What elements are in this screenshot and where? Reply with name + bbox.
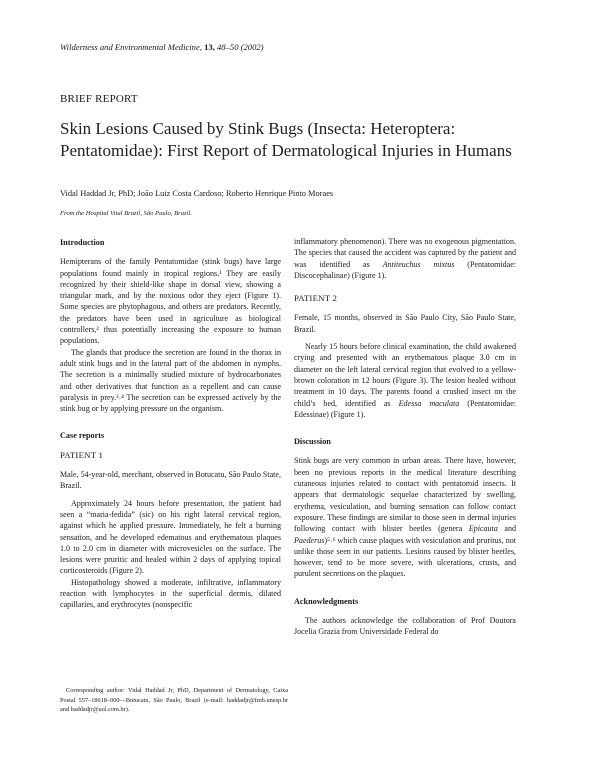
journal-volume: 13,	[204, 42, 215, 52]
discussion-and: and	[504, 524, 517, 534]
patient-1-paragraph-2: Approximately 24 hours before presentation, the patient had seen a “maria-fedida” (sic) on his right lateral cervical region, against which he applied pressure. Immediately, he felt a burning sensation, and he developed edematous and erythematous plaques 1.0 to 2.0 cm in diameter with microvesicles on the surface. The lesions were pruritic and healed within 2 days of applying topical corticosteroids (Figure 2).	[60, 498, 281, 576]
intro-paragraph-1: Hemipterans of the family Pentatomidae (stink bugs) have large populations found mainly in tropical regions.¹ They are easily recognized by their shield-like shape in dorsal view, showing a triangular mark, and by the noxious odor they eject (Figure 1). Some species are phytophagous, and others are predators. Recently, the predators have been used in agriculture as biological controllers,² thus potentially increasing the exposure to human populations.	[60, 257, 281, 346]
patient-2-paragraph-2	[294, 341, 516, 420]
acknowledgments-heading: Acknowledgments	[294, 596, 359, 606]
species-edessa: Edessa maculata	[398, 398, 460, 408]
discussion-paragraph	[294, 455, 516, 579]
section-label: BRIEF REPORT	[60, 93, 138, 105]
patient-2-heading: PATIENT 2	[294, 293, 338, 304]
article-affiliation: From the Hospital Vital Brazil, São Paulo, Brazil.	[60, 210, 192, 217]
patient-2-paragraph-1: Female, 15 months, observed in São Paulo City, São Paulo State, Brazil.	[294, 313, 516, 334]
right-column	[294, 236, 516, 638]
species-antiteuchus: Antiteuchus mixtus	[382, 259, 455, 269]
article-title: Skin Lesions Caused by Stink Bugs (Insecta: Heteroptera: Pentatomidae): First Report of Dermatological Injuries in Humans	[60, 119, 512, 160]
journal-pages: 48–50 (2002)	[217, 42, 264, 52]
article-authors: Vidal Haddad Jr, PhD; João Luiz Costa Cardoso; Roberto Henrique Pinto Moraes	[60, 189, 334, 198]
intro-paragraph-2: The glands that produce the secretion are found in the thorax in adult stink bugs and in the lateral part of the abdomen in nymphs. The secretion is a minimally studied mixture of hydrocarbonates and other derivatives that function as a repellent and can cause paralysis in prey.³˒⁴ The secretion can be expressed actively by the stink bug or by applying pressure on the organism.	[60, 347, 281, 414]
continued-text-b: (Pentatomidae: Discocephalinae) (Figure 1).	[294, 259, 516, 280]
continued-text-a: inflammatory phenomenon). There was no exogenous pigmentation. The species that caused the accident was captured by the patient and was identified as	[294, 237, 516, 269]
journal-citation	[60, 42, 264, 52]
genus-epicauta: Epicauta	[468, 524, 498, 534]
footnote-text: Corresponding author: Vidal Haddad Jr, PhD, Department of Dermatology, Caixa Postal 557–18618–000—Botucatu, São Paulo, Brazil (e-mail: haddadjr@fmb.unesp.br and haddadjr@uol.com.br).	[60, 687, 288, 714]
patient-1-heading: PATIENT 1	[60, 449, 104, 460]
journal-name: Wilderness and Environmental Medicine,	[60, 42, 202, 52]
acknowledgments-paragraph: The authors acknowledge the collaboration of Prof Doutora Jocelia Grazia from Universidade Federal do	[294, 616, 516, 637]
introduction-heading: Introduction	[60, 238, 105, 247]
case-reports-heading: Case reports	[60, 431, 105, 441]
patient-2-text-a: Nearly 15 hours before clinical examination, the child awakened crying and presented with an erythematous plaque 3.0 cm in diameter on the left lateral cervical region that evolved to a yellow-brown coloration in 12 hours (Figure 3). The lesion healed without treatment in 10 days. The parents found a crushed insect on the child’s bed, identified as	[294, 342, 516, 408]
patient-1-paragraph-1: Male, 54-year-old, merchant, observed in Botucatu, São Paulo State, Brazil.	[60, 470, 281, 491]
corresponding-author-footnote	[60, 686, 288, 715]
discussion-text-b: )⁵˒⁶ which cause plaques with vesiculation and pruritus, not unlike those seen in our patients. Lesions caused by blister beetles, however, tend to be more severe, with ulcerations, crusts, and purulent secretions on the plaques.	[294, 535, 516, 579]
genus-paederus: Paederus	[294, 535, 325, 545]
patient-2-text-b: (Pentatomidae: Edessinae) (Figure 1).	[294, 398, 516, 419]
discussion-heading: Discussion	[294, 437, 331, 447]
patient-1-paragraph-3: Histopathology showed a moderate, infiltrative, inflammatory reaction with lymphocytes in the superficial dermis, dilated capillaries, and erythrocytes (nonspecific	[60, 577, 281, 610]
discussion-text-a: Stink bugs are very common in urban areas. There have, however, been no previous reports in the medical literature describing cutaneous injuries related to contact with pentatomid insects. It appears that dermatologic sequelae characterized by swelling, erythema, vesiculation, and burning sensation can follow contact exposure. These findings are similar to those seen in dermal injuries following contact with blister beetles (genera	[294, 456, 516, 534]
left-column	[60, 236, 281, 611]
patient-1-paragraph-3-continued	[294, 236, 516, 281]
